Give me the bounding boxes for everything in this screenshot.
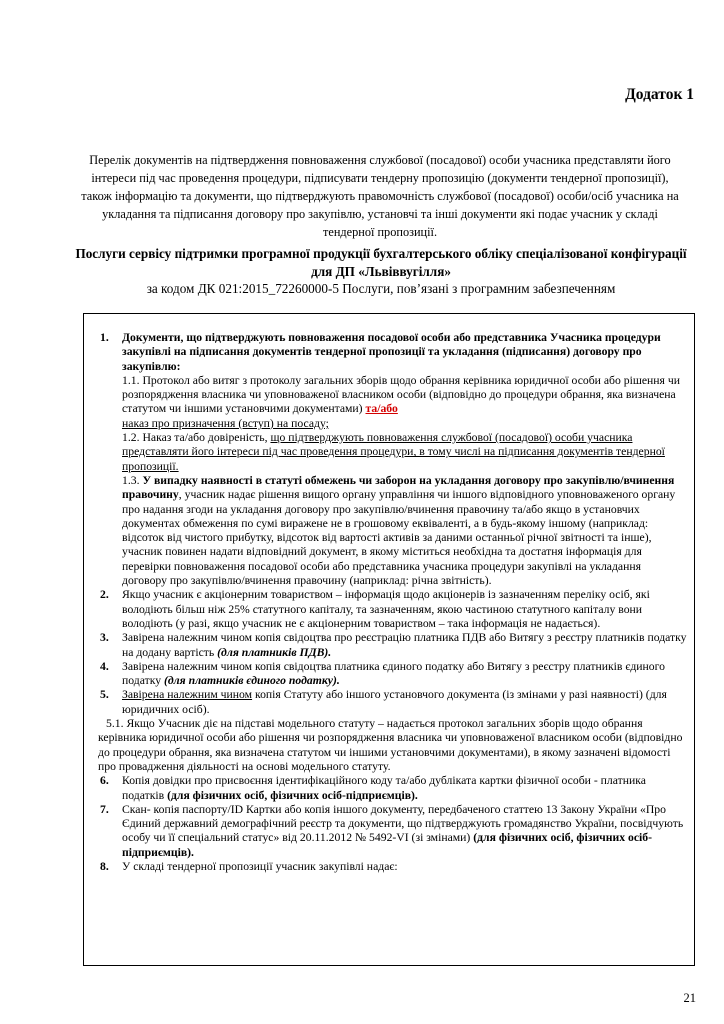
list-item-number: 5.	[100, 688, 109, 702]
red-underlined-text: та/або	[365, 402, 398, 416]
list-item-text: Якщо учасник є акціонерним товариством – інформація щодо акціонерів із зазначенням переліку осіб, які володіють більш ніж 25% статутного капіталу, та зазначенням, якою частиною статутного капіталу вони володіють (у разі, якщо учасник не є акціонерним товариством – така інформація не надається).	[122, 588, 650, 630]
sub-item-1-1: 1.1. Протокол або витяг з протоколу загальних зборів щодо обрання керівника юридичної особи або рішення чи розпорядження власника чи уповноваженої власником особи (відповідно до процедури обрання, яка визначена статутом чи іншими установчими документами) та/або наказ про призначення (вступ) на посаду;	[122, 373, 680, 430]
procurement-code: за кодом ДК 021:2015_72260000-5 Послуги, пов’язані з програмним забезпеченням	[146, 281, 616, 296]
list-item-text: Завірена належним чином копія свідоцтва платника єдиного податку або Витягу з реєстру платників єдиного податку (для платників єдиного податку).	[122, 659, 665, 688]
list-item-2	[98, 588, 688, 631]
documents-list	[98, 331, 688, 874]
procurement-title-main: Послуги сервісу підтримки програмної продукції бухгалтерського обліку спеціалізованої конфігурації для ДП «Львіввугілля»	[75, 246, 687, 279]
list-item-number: 2.	[100, 588, 109, 602]
sub-item-1-2: 1.2. Наказ та/або довіреність, що підтверджують повноваження службової (посадової) особи учасника представляти його інтереси під час проведення процедури, в тому числі на підписання документів тендерної пропозиції.	[122, 431, 665, 473]
list-item-text: Копія довідки про присвоєння ідентифікаційного коду та/або дубліката картки фізичної особи - платника податків (для фізичних осіб, фізичних осіб-підприємців).	[122, 774, 646, 802]
list-item-4	[98, 660, 688, 689]
list-item-3	[98, 631, 688, 660]
list-item-5	[98, 688, 688, 717]
list-item-text: У складі тендерної пропозиції учасник закупівлі надає:	[122, 859, 398, 873]
list-item-number: 6.	[100, 774, 109, 788]
procurement-title	[66, 245, 696, 298]
list-item-6	[98, 774, 688, 803]
documents-list-box	[83, 313, 695, 966]
list-item-8	[98, 860, 688, 874]
list-item-text: Завірена належним чином копія Статуту або іншого установчого документа (із змінами у разі наявності) (для юридичних осіб).	[122, 688, 667, 716]
list-item-number: 4.	[100, 659, 109, 673]
list-item-text: Завірена належним чином копія свідоцтва про реєстрацію платника ПДВ або Витягу з реєстру платників податку на додану вартість (для платників ПДВ).	[122, 631, 687, 659]
appendix-label: Додаток 1	[625, 86, 694, 103]
list-item-1	[98, 331, 688, 588]
list-item-number: 1.	[100, 331, 109, 344]
list-item-7	[98, 803, 688, 860]
list-item-heading: Документи, що підтверджують повноваження посадової особи або представника Учасника процедури закупівлі на підписання документів тендерної пропозиції та укладання (підписання) договору про закупівлю:	[122, 331, 661, 373]
intro-paragraph: Перелік документів на підтвердження повноваження службової (посадової) особи учасника представляти його інтереси під час проведення процедури, підписувати тендерну пропозицію (документи тендерної пропозиції), також інформацію та документи, що підтверджують правомочність службової (посадової) особи/осіб учасника на укладання та підписання договору про закупівлю, установчі та інші документи які подає учасник у складі тендерної пропозиції.	[81, 153, 679, 239]
sub-item-5-1: 5.1. Якщо Учасник діє на підставі модельного статуту – надається протокол загальних зборів щодо обрання керівника юридичної особи або рішення чи розпорядження власника чи уповноваженої власником особи (відповідно до процедури обрання, яка визначена статутом чи іншими установчими документами), в якому зазначені відомості про провадження діяльності на основі модельного статуту.	[98, 717, 683, 773]
page-number: 21	[683, 991, 696, 1005]
list-item-number: 8.	[100, 859, 109, 873]
list-item-number: 3.	[100, 631, 109, 645]
sub-item-1-3: 1.3. У випадку наявності в статуті обмежень чи заборон на укладання договору про закупівлю/вчинення правочину, учасник надає рішення вищого органу управління чи іншого відповідного уповноваженого органу про надання згоди на укладання договору про закупівлю/вчинення правочину та/або якщо в установчих документах обмеження по сумі виражене не в грошовому еквіваленті, а в будь-якому іншому (наприклад: відсоток від чистого прибутку, відсоток від вартості активів за даними останньої річної звітності та інше), учасник повинен надати відповідний документ, в якому міститься необхідна та достатня інформація для перевірки повноваження посадової особи або представника учасника процедури закупівлі на укладання договору про закупівлю/вчинення правочину (наприклад: річна звітність).	[122, 473, 676, 588]
list-item-text: Скан- копія паспорту/ID Картки або копія іншого документу, передбаченого статтею 13 Закону України «Про Єдиний державний демографічний реєстр та документи, що підтверджують громадянство України, посвідчують особу чи її спеціальний статус» від 20.11.2012 № 5492-VI (зі змінами) (для фізичних осіб, фізичних осіб-підприємців).	[122, 802, 684, 859]
list-item-number: 7.	[100, 802, 109, 816]
